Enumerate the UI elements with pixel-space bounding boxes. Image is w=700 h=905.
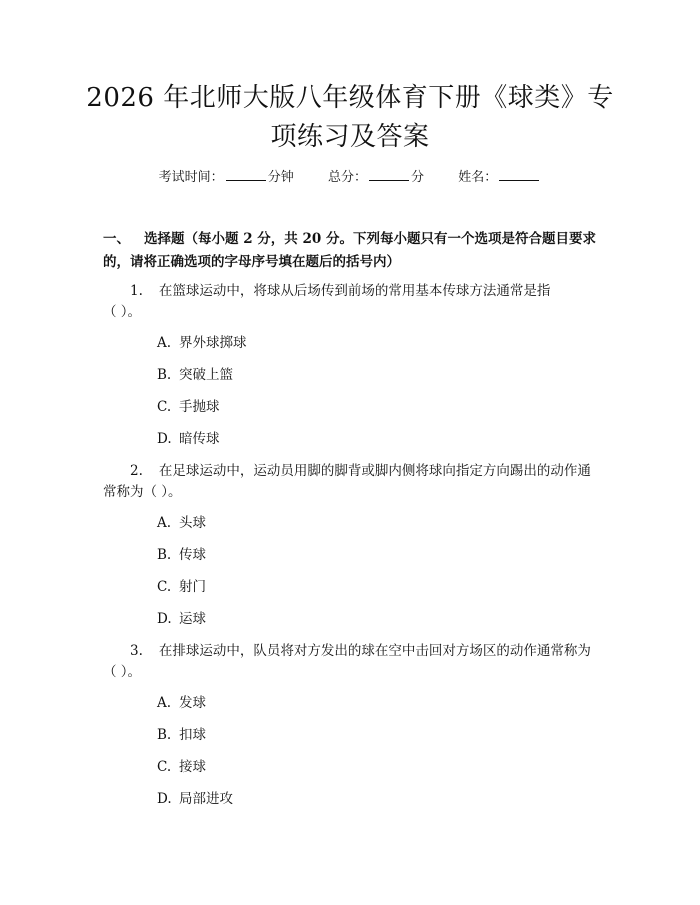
question-3-text: 在排球运动中，队员将对方发出的球在空中击回对方场区的动作通常称为 (158, 643, 591, 659)
option-text: 扣球 (179, 727, 206, 743)
question-2-option-c[interactable] (157, 576, 206, 598)
question-2-option-d[interactable] (157, 608, 206, 630)
option-text: 暗传球 (179, 431, 220, 447)
exam-meta-row (0, 168, 700, 188)
name-blank[interactable] (499, 168, 539, 181)
question-1-stem-line-2: （ ）。 (103, 304, 142, 320)
question-2-option-b[interactable] (157, 544, 206, 566)
option-text: 射门 (179, 579, 206, 595)
total-score-label: 总分： (327, 170, 367, 185)
question-2-stem-line-1 (130, 460, 591, 482)
question-1-text: 在篮球运动中，将球从后场传到前场的常用基本传球方法通常是指 (158, 283, 551, 299)
question-1-option-c[interactable] (157, 396, 220, 418)
option-letter: A. (157, 335, 172, 351)
option-letter: D. (157, 791, 172, 807)
option-text: 界外球掷球 (179, 335, 247, 351)
question-2-number: 2. (130, 463, 143, 479)
question-3-option-b[interactable] (157, 724, 206, 746)
name-field (458, 168, 541, 188)
option-text: 运球 (179, 611, 206, 627)
document-title-line-1: 2026 年北师大版八年级体育下册《球类》专 (86, 83, 614, 113)
question-1-option-b[interactable] (157, 364, 233, 386)
question-1-number: 1. (130, 283, 143, 299)
option-letter: D. (157, 611, 172, 627)
option-letter: B. (157, 727, 172, 743)
document-title-line-2: 项练习及答案 (270, 122, 430, 152)
question-2-text: 在足球运动中，运动员用脚的脚背或脚内侧将球向指定方向踢出的动作通 (158, 463, 591, 479)
exam-time-blank[interactable] (226, 168, 266, 181)
option-letter: D. (157, 431, 172, 447)
exam-time-unit: 分钟 (267, 170, 294, 185)
section-instructions-line-1: 选择题（每小题 2 分，共 20 分。下列每小题只有一个选项是符合题目要求 (144, 231, 596, 247)
name-label: 姓名： (458, 170, 498, 185)
option-text: 发球 (179, 695, 206, 711)
option-letter: A. (157, 515, 172, 531)
question-2-option-a[interactable] (157, 512, 206, 534)
option-letter: C. (157, 399, 172, 415)
option-letter: B. (157, 547, 172, 563)
exam-time-field (159, 168, 294, 188)
question-3-stem-line-1 (130, 640, 591, 662)
question-3-option-a[interactable] (157, 692, 206, 714)
total-score-unit: 分 (411, 170, 425, 185)
question-1-option-d[interactable] (157, 428, 220, 450)
option-letter: C. (157, 759, 172, 775)
section-instructions-line-2: 的，请将正确选项的字母序号填在题后的括号内） (103, 254, 400, 270)
question-1-option-a[interactable] (157, 332, 247, 354)
option-text: 传球 (179, 547, 206, 563)
section-number: 一、 (103, 231, 130, 247)
option-letter: B. (157, 367, 172, 383)
option-letter: A. (157, 695, 172, 711)
option-text: 接球 (179, 759, 206, 775)
option-text: 手抛球 (179, 399, 220, 415)
section-heading (103, 228, 603, 274)
option-letter: C. (157, 579, 172, 595)
question-3-stem-line-2: （ ）。 (103, 664, 142, 680)
question-1-stem-line-1 (130, 280, 550, 302)
option-text: 局部进攻 (179, 791, 233, 807)
total-score-field (328, 168, 424, 188)
question-2-stem-line-2: 常称为（ ）。 (103, 484, 182, 500)
exam-time-label: 考试时间： (158, 170, 224, 185)
option-text: 头球 (179, 515, 206, 531)
total-score-blank[interactable] (369, 168, 409, 181)
option-text: 突破上篮 (179, 367, 233, 383)
question-3-option-c[interactable] (157, 756, 206, 778)
question-3-number: 3. (130, 643, 143, 659)
question-3-option-d[interactable] (157, 788, 233, 810)
